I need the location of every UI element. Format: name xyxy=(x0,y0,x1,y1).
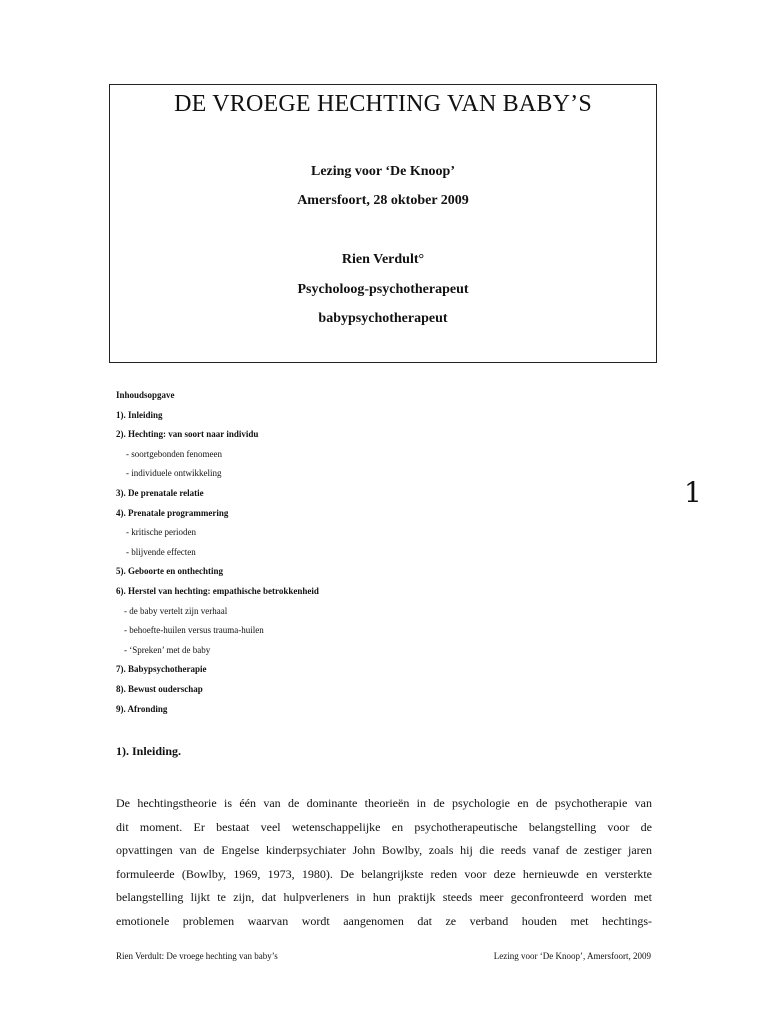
body-line: belangstelling lijkt te zijn, dat hulpverleners in hun praktijk steeds meer geconfronteerd worden met xyxy=(116,890,652,904)
toc-item: 8). Bewust ouderschap xyxy=(116,684,203,694)
toc-item: - ‘Spreken’ met de baby xyxy=(124,644,211,655)
toc-item: - soortgebonden fenomeen xyxy=(126,448,222,459)
lecture-line: Lezing voor ‘De Knoop’ xyxy=(310,164,455,179)
body-line: formuleerde (Bowlby, 1969, 1973, 1980). De belangrijkste reden voor deze hernieuwde en versterkte xyxy=(116,866,652,881)
toc-item: 3). De prenatale relatie xyxy=(116,488,204,498)
section-heading: 1). Inleiding. xyxy=(116,744,182,758)
page-number: 1 xyxy=(684,476,702,509)
body-line: dit moment. Er bestaat veel wetenschappelijke en psychotherapeutische belangstelling voor de xyxy=(116,819,652,834)
author-role: Psycholoog-psychotherapeut xyxy=(297,282,469,297)
footer-left: Rien Verdult: De vroege hechting van baby’s xyxy=(116,951,278,961)
body-line: emotionele problemen waarvan wordt aangenomen dat ze verband houden met hechtings- xyxy=(116,913,652,928)
toc-item: 7). Babypsychotherapie xyxy=(116,664,207,675)
toc-item: 4). Prenatale programmering xyxy=(116,507,229,518)
place-date-line: Amersfoort, 28 oktober 2009 xyxy=(297,193,469,208)
title-box xyxy=(109,84,657,363)
footer-right: Lezing voor ‘De Knoop’, Amersfoort, 2009 xyxy=(493,951,651,961)
body-line: opvattingen van de Engelse kinderpsychiater John Bowlby, zoals hij die reeds vanaf de zestiger jaren xyxy=(116,843,652,857)
toc-item: - individuele ontwikkeling xyxy=(126,468,222,479)
toc-item: 9). Afronding xyxy=(116,703,168,714)
toc-item: - behoefte-huilen versus trauma-huilen xyxy=(124,625,264,636)
toc-item: - kritische perioden xyxy=(126,527,196,538)
author-specialty: babypsychotherapeut xyxy=(318,311,448,326)
body-line: De hechtingstheorie is één van de dominante theorieën in de psychologie en de psychotherapie van xyxy=(116,796,652,810)
toc-item: 5). Geboorte en onthechting xyxy=(116,566,223,577)
toc-item: - de baby vertelt zijn verhaal xyxy=(124,605,228,616)
body-paragraph xyxy=(116,792,652,933)
toc-heading: Inhoudsopgave xyxy=(116,390,175,400)
author-name: Rien Verdult° xyxy=(341,252,425,267)
toc-item: 6). Herstel van hechting: empathische betrokkenheid xyxy=(116,586,319,596)
toc-item: - blijvende effecten xyxy=(126,546,196,557)
toc-item: 2). Hechting: van soort naar individu xyxy=(116,429,259,440)
document-title: DE VROEGE HECHTING VAN BABY’S xyxy=(174,91,592,117)
toc-item: 1). Inleiding xyxy=(116,409,163,420)
